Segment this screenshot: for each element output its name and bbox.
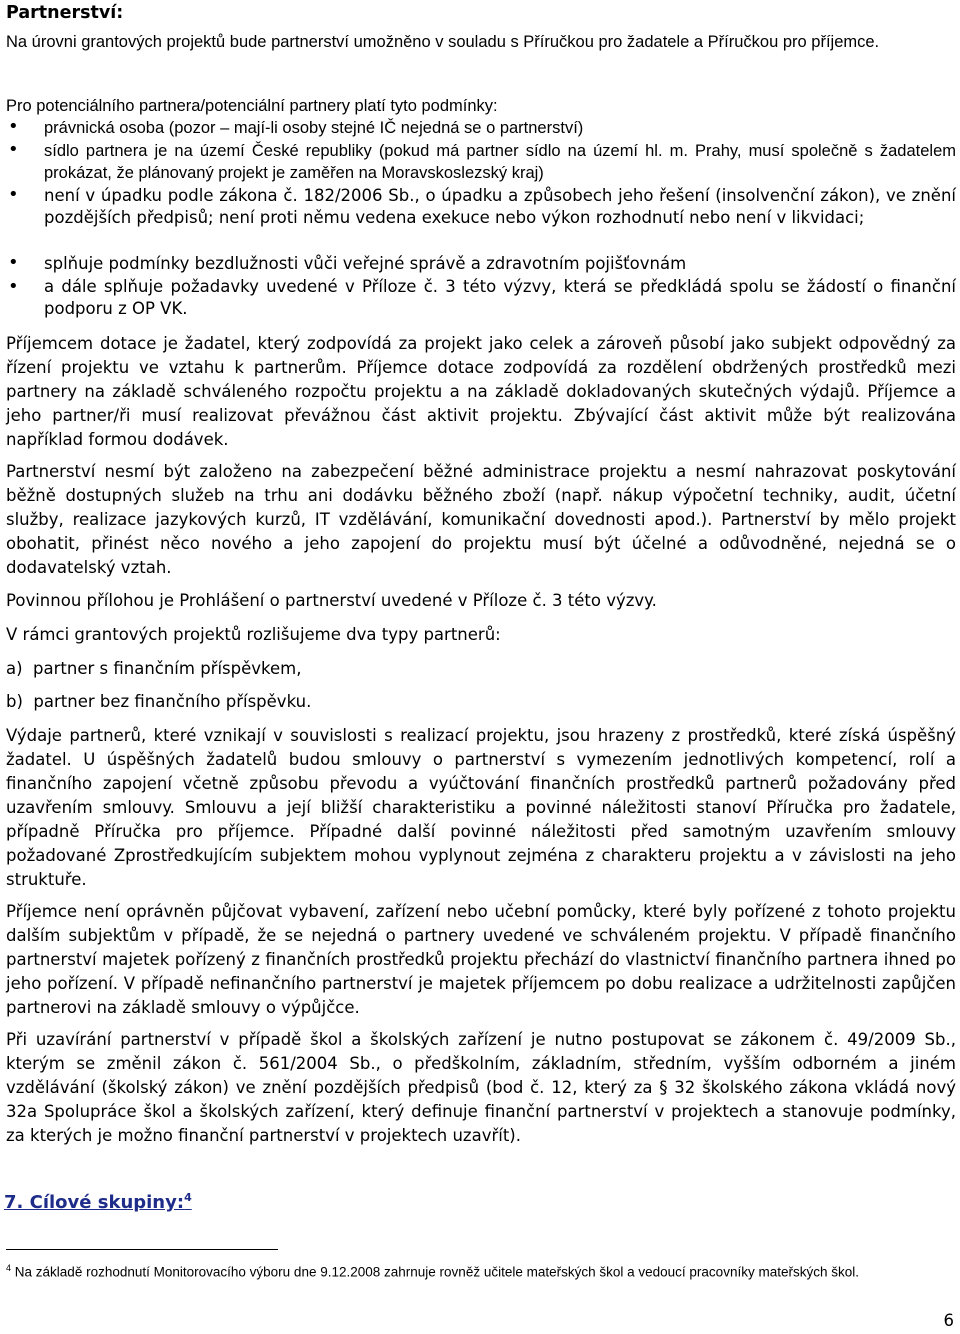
conditions-intro: Pro potenciálního partnera/potenciální partnery platí tyto podmínky: [6,97,498,115]
condition-text: a dále splňuje požadavky uvedené v Příloze č. 3 této výzvy, která se předkládá spolu se žádostí o finanční podporu z OP VK. [44,277,956,318]
partner-type-a: a) partner s finančním příspěvkem, [6,659,302,678]
footnote-number: 4 [6,1263,12,1273]
paragraph-partner-expenses: Výdaje partnerů, které vznikají v souvislosti s realizací projektu, jsou hrazeny z prostředků, které získá úspěšný žadatel. U úspěšných žadatelů budou smlouvy o partnerství s vymezením jednotlivých kompetencí, rolí a finančního zapojení včetně způsobu převodu a vyúčtování finančních prostředků partnerů požadovány před uzavřením smlouvy. Smlouvu a její bližší charakteristiku a povinné náležitosti stanoví Příručka pro žadatele, případně Příručka pro příjemce. Případné další povinné náležitosti před samotným uzavřením smlouvy požadované Zprostředkujícím subjektem mohou vyplynout zejména z charakteru projektu a v závislosti na jeho struktuře. [6,726,956,889]
intro-paragraph: Na úrovni grantových projektů bude partnerství umožněno v souladu s Příručkou pro žadatele a Příručkou pro příjemce. [6,33,880,51]
paragraph-partnership-limits: Partnerství nesmí být založeno na zabezpečení běžné administrace projektu a nesmí nahrazovat poskytování běžně dostupných služeb na trhu ani dodávku běžného zboží (např. nákup výpočetní techniky, audit, účetní služby, realizace jazykových kurzů, IT vzdělávání, komunikační dovednosti apod.). Partnerství by mělo projekt obohatit, přinést něco nového a jeho zapojení do projektu musí být účelné a odůvodněné, nejedná se o dodavatelský vztah. [6,462,956,577]
partner-type-b: b) partner bez finančního příspěvku. [6,692,312,711]
condition-text: splňuje podmínky bezdlužnosti vůči veřejné správě a zdravotním pojišťovnám [44,254,687,273]
paragraph-equipment-lending: Příjemce není oprávněn půjčovat vybavení, zařízení nebo učební pomůcky, které byly pořízené z tohoto projektu dalším subjektům v případě, že se nejedná o partnery uvedené ve schváleném projektu. V případě finančního partnerství majetek pořízený z finančních prostředků projektu přechází do vlastnictví finančního partnera ihned po jeho pořízení. V případě nefinančního partnerství je majetek příjemcem po dobu realizace a udržitelnosti zapůjčen partnerovi na základě smlouvy o výpůjčce. [6,902,956,1017]
condition-text: sídlo partnera je na území České republiky (pokud má partner sídlo na území hl. m. Prahy, musí společně s žadatelem prokázat, že plánovaný projekt je zaměřen na Moravskoslezský kraj) [44,142,956,182]
bullet-icon: • [8,276,19,297]
footnote [6,1258,946,1283]
paragraph-recipient: Příjemcem dotace je žadatel, který zodpovídá za projekt jako celek a zároveň působí jako subjekt odpovědný za řízení projektu ve vztahu k partnerům. Příjemce dotace zodpovídá za rozdělení obdržených prostředků mezi partnery na základě schváleného rozpočtu projektu a na základě dokladovaných skutečných výdajů. Příjemce a jeho partner/ři musí realizovat převážnou část aktivit projektu. Zbývající část aktivit může být realizována například formou dodávek. [6,334,956,449]
section-title-target-groups [4,1185,192,1216]
footnote-reference[interactable]: 4 [184,1191,192,1204]
paragraph-partner-types-intro: V rámci grantových projektů rozlišujeme dva typy partnerů: [6,625,501,644]
paragraph-schools: Při uzavírání partnerství v případě škol a školských zařízení je nutno postupovat se zákonem č. 49/2009 Sb., kterým se změnil zákon č. 561/2004 Sb., o předškolním, základním, středním, vyšším odborném a jiném vzdělávání (školský zákon) ve znění pozdějších předpisů (bod č. 12, který za § 32 školského zákona vkládá nový 32a Spolupráce škol a školských zařízení, který definuje finanční partnerství v projektech a stanovuje podmínky, za kterých je možno finanční partnerství v projektech uzavřít). [6,1030,956,1145]
condition-text: není v úpadku podle zákona č. 182/2006 Sb., o úpadku a způsobech jeho řešení (insolvenční zákon), ve znění pozdějších předpisů; není proti němu vedena exekuce nebo výkon rozhodnutí nebo není v likvidaci; [44,186,956,227]
section-title-partnerstvi: Partnerství: [6,3,124,23]
bullet-icon: • [8,116,19,137]
condition-text: právnická osoba (pozor – mají-li osoby stejné IČ nejedná se o partnerství) [44,119,584,137]
bullet-icon: • [8,139,19,160]
footnote-text: Na základě rozhodnutí Monitorovacího výboru dne 9.12.2008 zahrnuje rovněž učitele mateřských škol a vedoucí pracovníky mateřských škol. [14,1264,859,1280]
bullet-icon: • [8,252,19,273]
section-title-text: 7. Cílové skupiny: [4,1192,185,1213]
footnote-divider [6,1249,278,1250]
paragraph-mandatory-annex: Povinnou přílohou je Prohlášení o partnerství uvedené v Příloze č. 3 této výzvy. [6,591,657,610]
page-number: 6 [943,1311,954,1330]
bullet-icon: • [8,184,19,205]
